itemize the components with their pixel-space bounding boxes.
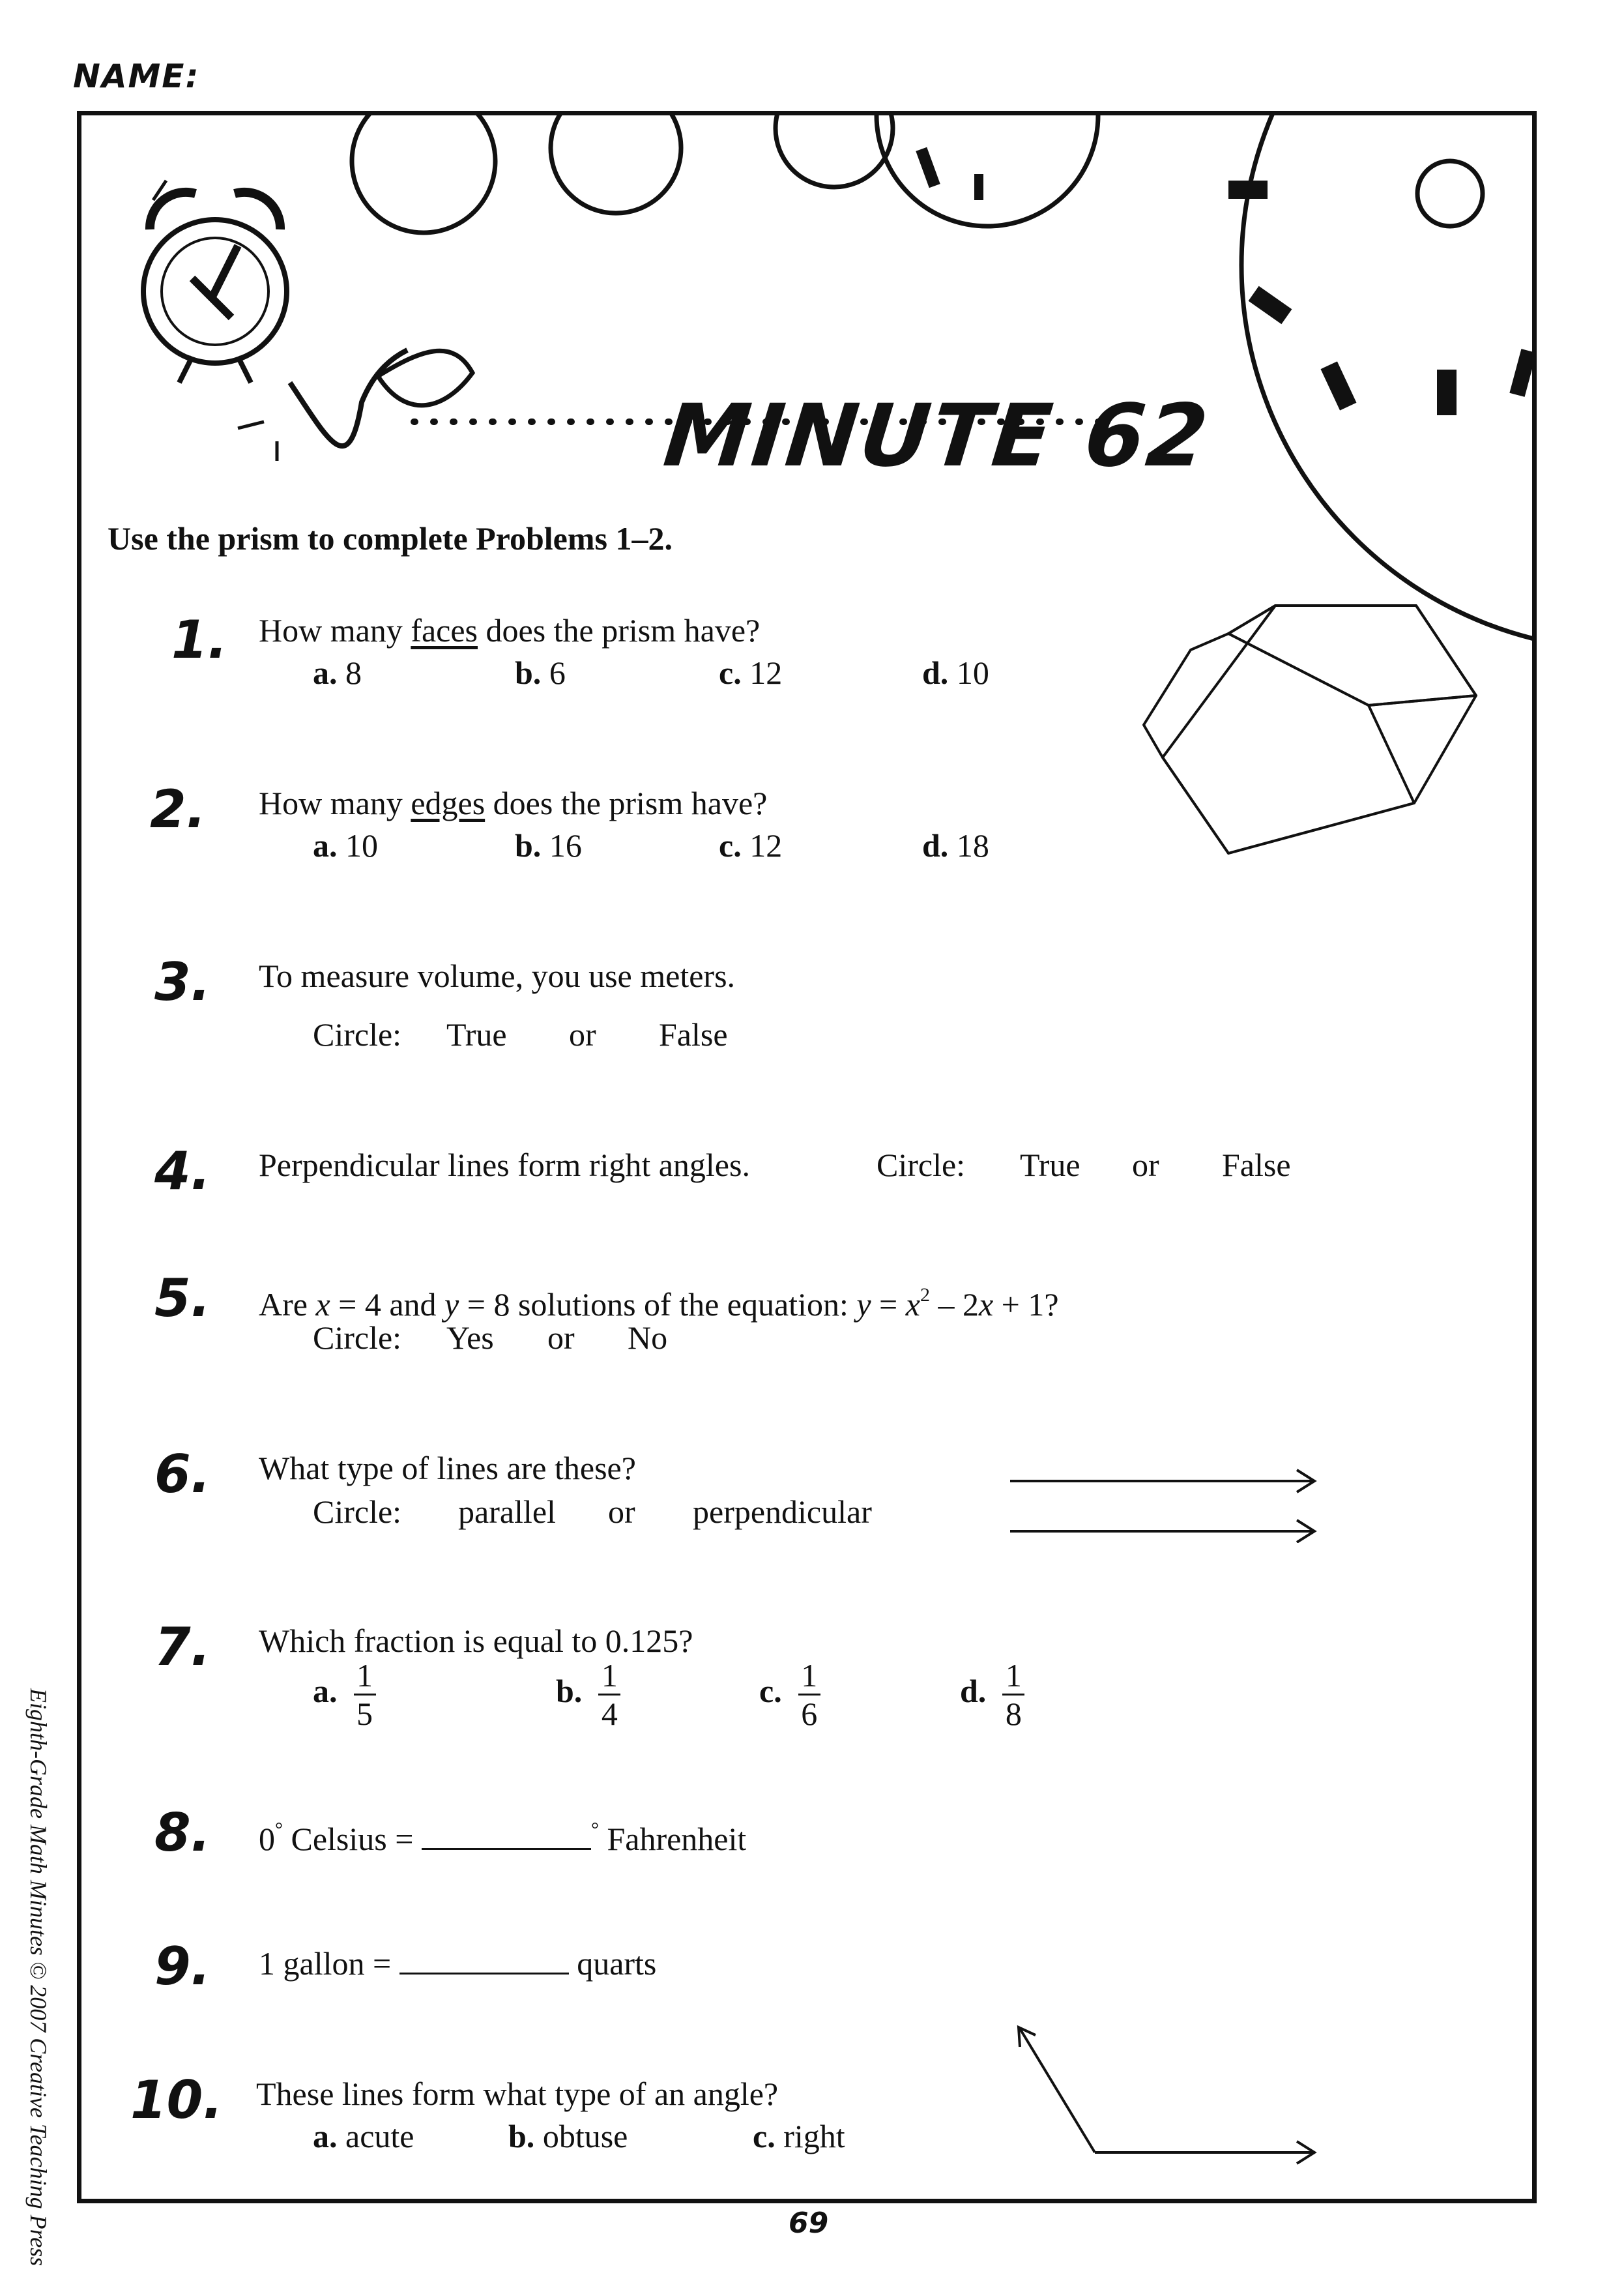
option-no[interactable]: No <box>628 1319 668 1356</box>
small-clock-icon <box>551 115 681 213</box>
question-number: 3. <box>154 952 211 1012</box>
question-3-text: To measure volume, you use meters. <box>259 958 736 994</box>
question-9-text: 1 gallon = quarts <box>259 1945 657 1982</box>
instruction: Use the prism to complete Problems 1–2. <box>108 520 673 557</box>
clock-tick <box>974 174 983 200</box>
option-b[interactable]: b. 6 <box>515 654 566 691</box>
question-7-text: Which fraction is equal to 0.125? <box>259 1622 693 1659</box>
question-number: 1. <box>171 609 228 670</box>
circle-label: Circle: <box>313 1493 402 1530</box>
option-d[interactable]: d. $\frac{1}{8}$ <box>960 1657 1024 1732</box>
clock-tick <box>1437 370 1457 415</box>
answer-blank[interactable] <box>399 1973 569 1974</box>
option-b[interactable]: b. obtuse <box>508 2118 628 2154</box>
question-8-text: 0° Celsius = ° Fahrenheit <box>259 1819 747 1857</box>
question-number: 8. <box>154 1802 211 1863</box>
option-c[interactable]: c. 12 <box>719 827 783 864</box>
parallel-lines-figure <box>1007 1458 1333 1543</box>
or-label: or <box>569 1016 596 1053</box>
or-label: or <box>1132 1147 1159 1183</box>
option-d[interactable]: d. 18 <box>922 827 989 864</box>
circle-label: Circle: <box>313 1319 402 1356</box>
option-parallel[interactable]: parallel <box>458 1493 556 1530</box>
page-title: MINUTE 62 <box>659 386 1215 486</box>
question-10-text: These lines form what type of an angle? <box>256 2076 779 2112</box>
question-number: 2. <box>150 779 207 840</box>
question-number: 4. <box>154 1141 211 1201</box>
question-4-text: Perpendicular lines form right angles. <box>259 1147 750 1183</box>
option-false[interactable]: False <box>659 1016 728 1053</box>
circle-label: Circle: <box>877 1147 966 1183</box>
circle-label: Circle: <box>313 1016 402 1053</box>
question-1-text: How many faces does the prism have? <box>259 612 761 649</box>
or-label: or <box>547 1319 575 1356</box>
hexagonal-prism-figure <box>1124 578 1489 982</box>
question-number: 9. <box>154 1936 211 1997</box>
question-number: 6. <box>154 1444 211 1505</box>
alarm-clock-icon <box>143 181 407 461</box>
option-a[interactable]: a. acute <box>313 2118 414 2154</box>
option-true[interactable]: True <box>446 1016 507 1053</box>
side-credit: Eighth-Grade Math Minutes © 2007 Creative Teaching Press <box>25 1688 51 2267</box>
option-c[interactable]: c. right <box>753 2118 845 2154</box>
or-label: or <box>608 1493 635 1530</box>
answer-blank[interactable] <box>422 1848 591 1850</box>
option-false[interactable]: False <box>1222 1147 1291 1183</box>
angle-figure <box>1007 2022 1333 2192</box>
option-true[interactable]: True <box>1020 1147 1080 1183</box>
page-number: 69 <box>789 2207 829 2240</box>
question-number: 10. <box>130 2070 223 2130</box>
clock-tick <box>1321 361 1357 410</box>
option-c[interactable]: c. $\frac{1}{6}$ <box>759 1657 820 1732</box>
option-yes[interactable]: Yes <box>446 1319 494 1356</box>
clock-tick <box>1249 286 1292 324</box>
name-label: NAME: <box>73 57 200 95</box>
option-a[interactable]: a. 10 <box>313 827 378 864</box>
clock-tick <box>1228 181 1268 199</box>
option-b[interactable]: b. $\frac{1}{4}$ <box>556 1657 620 1732</box>
option-perpendicular[interactable]: perpendicular <box>693 1493 872 1530</box>
option-a[interactable]: a. $\frac{1}{5}$ <box>313 1657 376 1732</box>
worksheet-frame <box>77 111 1537 2203</box>
option-b[interactable]: b. 16 <box>515 827 582 864</box>
option-a[interactable]: a. 8 <box>313 654 362 691</box>
question-2-text: How many edges does the prism have? <box>259 785 768 821</box>
question-6-text: What type of lines are these? <box>259 1450 636 1486</box>
medium-clock-icon <box>877 115 1098 226</box>
clock-tick <box>916 147 940 188</box>
clock-tick <box>1509 349 1536 397</box>
option-c[interactable]: c. 12 <box>719 654 783 691</box>
clock-ring-icon <box>1417 161 1483 226</box>
question-number: 7. <box>154 1617 211 1677</box>
option-d[interactable]: d. 10 <box>922 654 989 691</box>
question-number: 5. <box>154 1268 211 1328</box>
large-clock-icon <box>1241 115 1537 650</box>
small-clock-icon <box>352 115 495 233</box>
question-5-text: Are x = 4 and y = 8 solutions of the equation: $y = x^2 - 2x + 1$? <box>259 1284 1059 1323</box>
